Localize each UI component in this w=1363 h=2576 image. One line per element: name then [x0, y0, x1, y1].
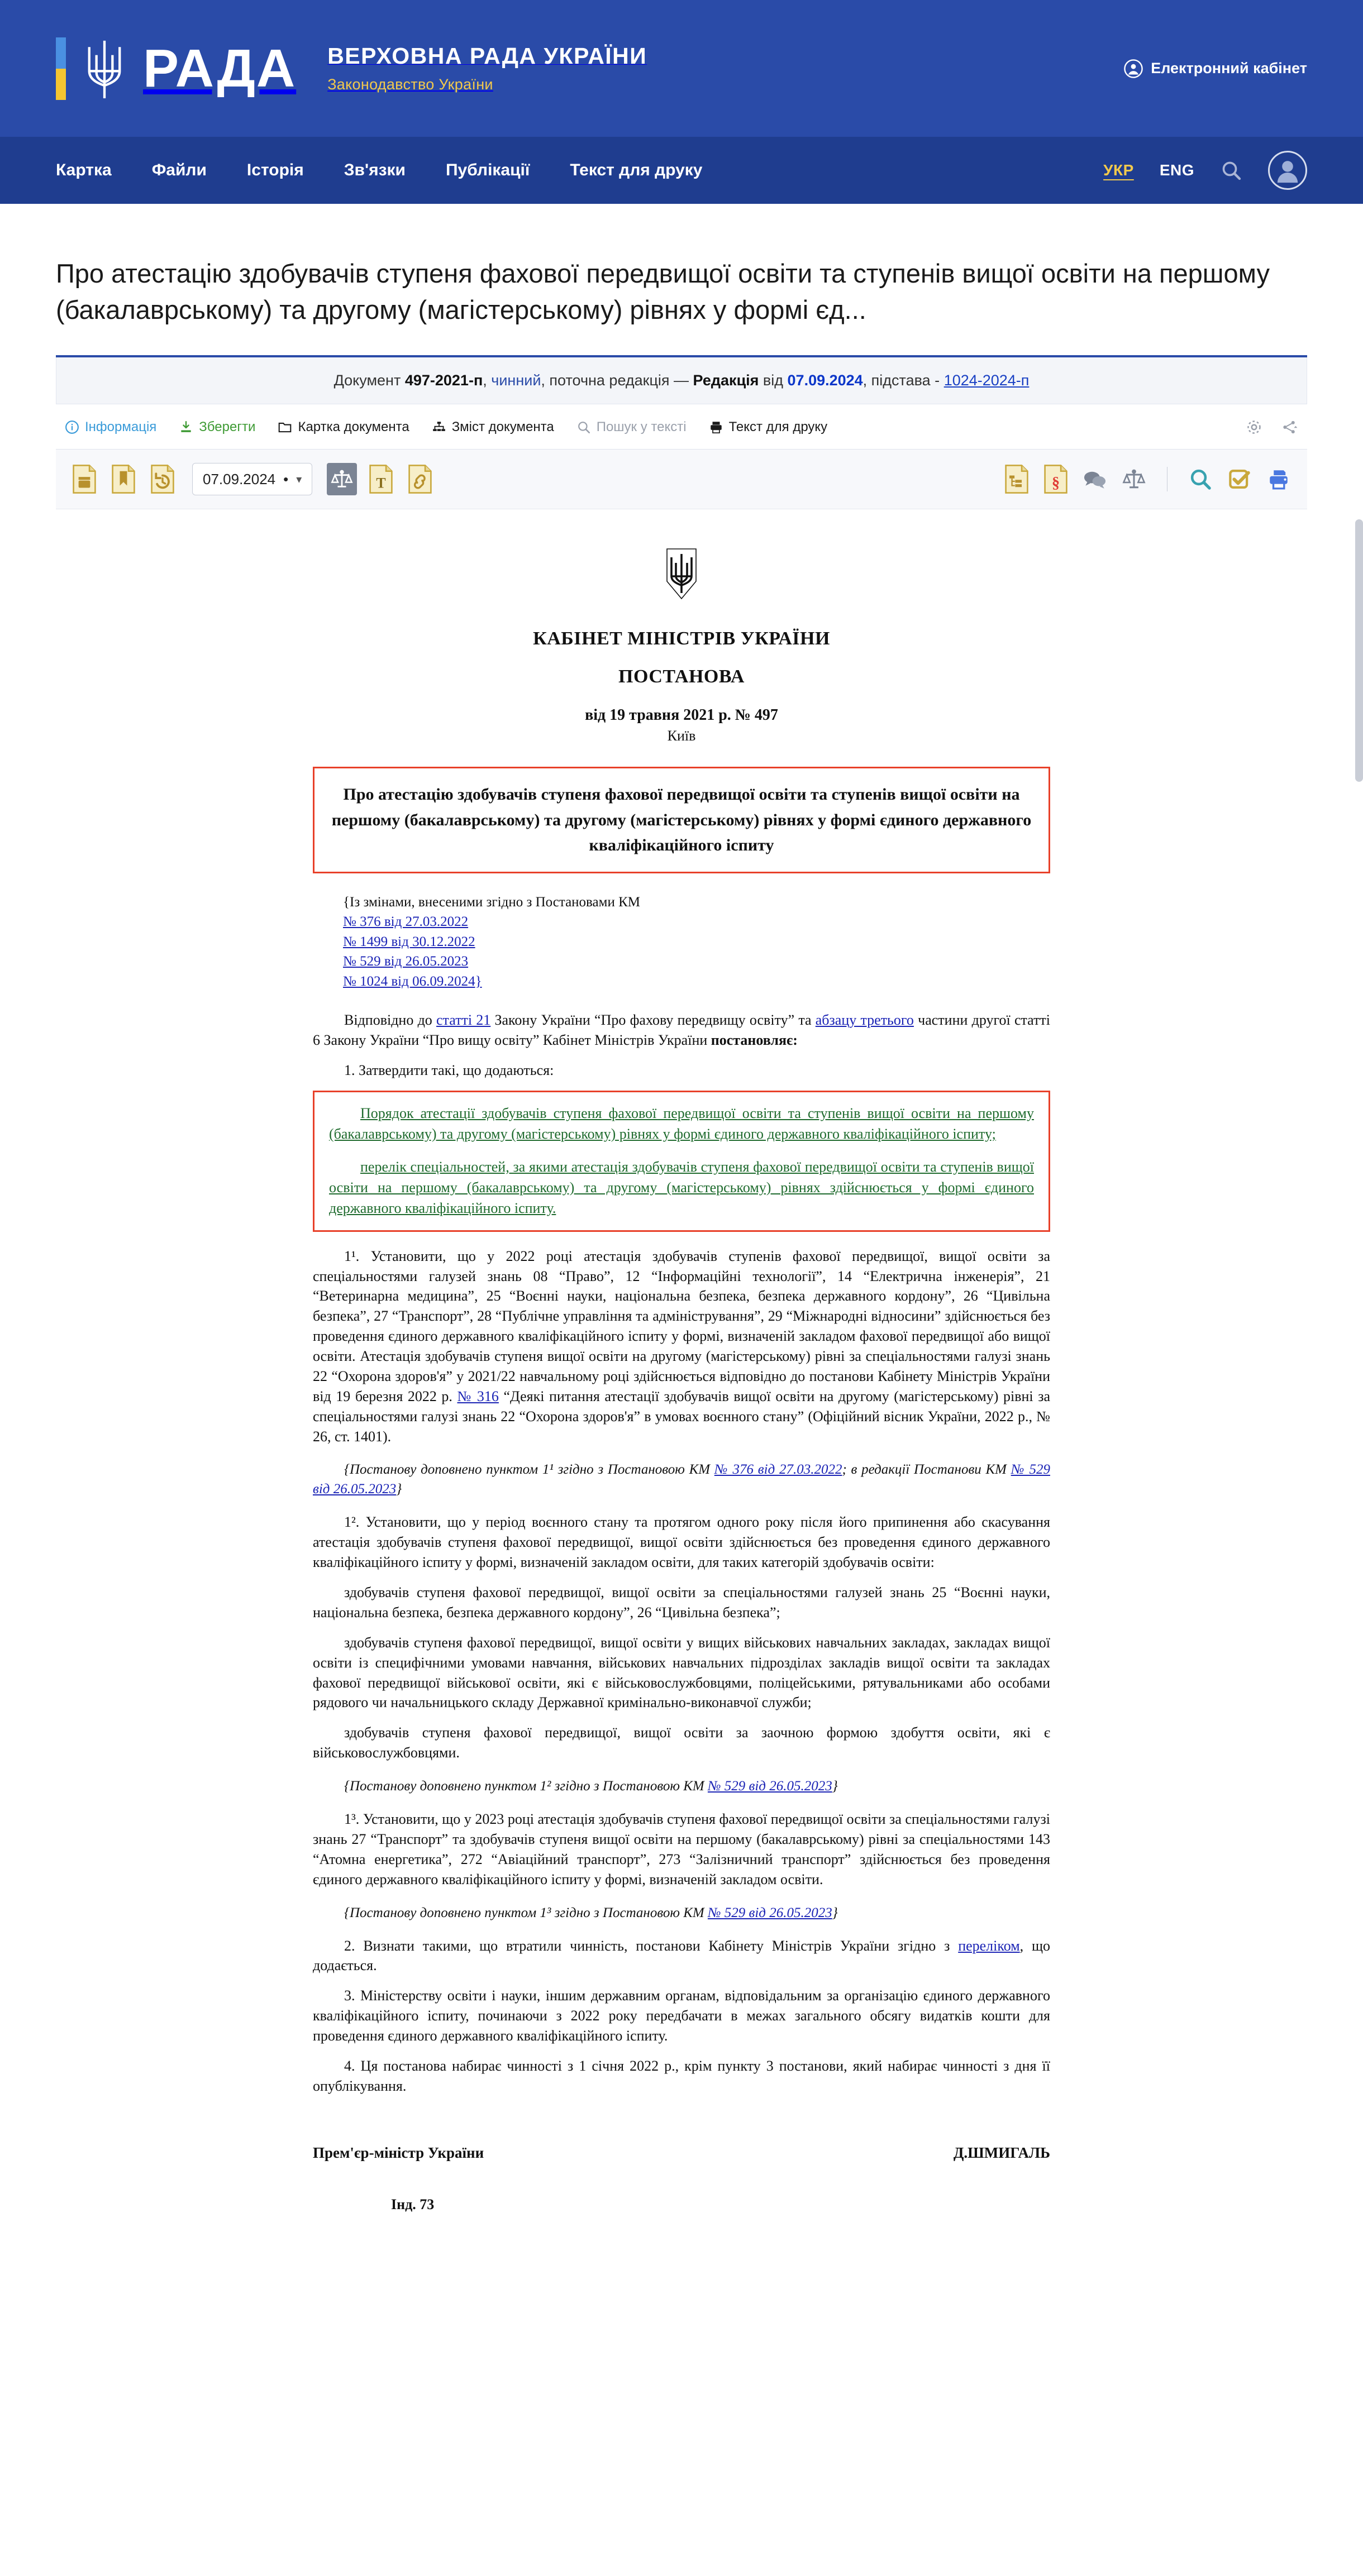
status-edition-date: 07.09.2024	[787, 372, 863, 389]
info-icon	[65, 420, 79, 434]
download-icon	[179, 420, 193, 434]
note-1-link-376[interactable]: № 376 від 27.03.2022	[714, 1462, 842, 1478]
paragraph-item-4: 4. Ця постанова набирає чинності з 1 січня 2022 р., крім пункту 3 постанови, який набирає чинності з дня її опублікування.	[313, 2057, 1050, 2094]
paragraph-1-2-b: здобувачів ступеня фахової передвищої, вищої освіти у вищих військових навчальних закладах, закладах вищої освіти із специфічними умовами навчання, військових навчальних підрозділах закладів вищої освіти та закладах фахової передвищої військової освіти, які є військовослужбовцями, поліцейськими, рятувальниками або особами рядового чи начальницького складу Державної кримінально-виконавчої служби;	[313, 1634, 1050, 1711]
highlighted-title-box	[313, 767, 1050, 873]
main-navigation	[0, 137, 1363, 204]
p-2-b: , що додається.	[313, 1937, 1050, 1974]
intro-postanovlyaye: постановляє:	[711, 1032, 798, 1049]
search-icon	[576, 420, 591, 434]
search-document-icon[interactable]	[1185, 463, 1216, 495]
intro-text-b: Закону України “Про фахову передвищу освіту” та	[490, 1012, 816, 1029]
note-1-a: {Постанову доповнено пунктом 1¹ згідно з Постановою КМ	[344, 1462, 714, 1478]
amendments-block	[343, 892, 1050, 992]
status-from: від	[759, 372, 788, 389]
electronic-cabinet-label: Електронний кабінет	[1151, 60, 1307, 77]
status-validity: чинний	[491, 372, 541, 389]
p-1-1-text-end: “Деякі питання атестації здобувачів вищої освіти на другому (магістерському) рівні за спеціальностями галузі знань 22 “Охорона здоров'я” в умовах воєнного стану” (Офіційний вісник України, 2022 р., № 26, ст. 1401).	[313, 1388, 1051, 1445]
page-title-section	[0, 204, 1363, 328]
amendment-link-376[interactable]: № 376 від 27.03.2022	[343, 914, 469, 930]
highlighted-links-box	[313, 1091, 1050, 1232]
brand-title: ВЕРХОВНА РАДА УКРАЇНИ	[327, 43, 647, 69]
amendments-intro: {Із змінами, внесеними згідно з Постановами КМ	[343, 894, 640, 910]
link-stattya-21[interactable]: статті 21	[436, 1012, 491, 1029]
document-date-number: від 19 травня 2021 р. № 497	[585, 706, 778, 724]
toolbar-right-group	[1002, 463, 1294, 495]
search-icon[interactable]	[1220, 159, 1242, 181]
p-2-a: 2. Визнати такими, що втратили чинність, постанови Кабінету Міністрів України згідно з	[344, 1937, 959, 1954]
nav-item-kartka[interactable]: Картка	[56, 161, 112, 179]
intro-text-a: Відповідно до	[344, 1012, 437, 1029]
print-icon[interactable]	[1264, 463, 1294, 495]
link-perelikom[interactable]: переліком	[958, 1937, 1020, 1954]
link-abzats-tretiy[interactable]: абзацу третього	[815, 1012, 914, 1029]
note-1-link-529[interactable]: № 529 від 26.05.2023	[313, 1462, 1050, 1497]
paragraph-item-3: 3. Міністерству освіти і науки, іншим державним органам, відповідальним за організацію єдиного державного кваліфікаційного іспиту, починаючи з 2022 року передбачати в межах загального обсягу видатків кошти для проведення єдиного державного кваліфікаційного іспиту.	[313, 1987, 1050, 2044]
nav-item-zvyazky[interactable]: Зв'язки	[344, 161, 406, 179]
search-in-text-label: Пошук у тексті	[596, 419, 687, 435]
document-card-label: Картка документа	[298, 419, 409, 435]
toolbar-left-group	[69, 463, 435, 495]
search-in-text-action[interactable]	[576, 419, 687, 435]
compare-revisions-icon[interactable]	[327, 463, 357, 495]
checkbox-valid-icon[interactable]	[1224, 463, 1255, 495]
status-doc-number: 497-2021-п	[404, 372, 483, 389]
link-postanova-316[interactable]: № 316	[457, 1388, 499, 1404]
print-text-label: Текст для друку	[728, 419, 828, 435]
note-1-b: ; в редакції Постанови КМ	[842, 1462, 1011, 1478]
comments-icon[interactable]	[1080, 463, 1110, 495]
p-1-1-text: 1¹. Установити, що у 2022 році атестація здобувачів ступенів фахової передвищої, вищої освіти за спеціальностями галузей знань 08 “Право”, 12 “Інформаційні технології”, 14 “Електрична інженерія”, 21 “Ветеринарна медицина”, 25 “Воєнні науки, національна безпека, безпека державного кордону”, 26 “Цивільна безпека”, 27 “Транспорт”, 28 “Публічне управління та адміністрування”, 29 “Міжнародні відносини” здійснюється без проведення єдиного державного кваліфікаційного іспиту у формі, визначеній закладом фахової передвищої або вищої освіти. Атестація здобувачів ступеня вищої освіти на другому (магістерському) рівні за спеціальностями галузі знань 22 “Охорона здоров'я” у 2021/22 навчальному році здійснюється відповідно до постанови Кабінету Міністрів України від 19 березня 2022 р.	[313, 1248, 1050, 1404]
amendment-link-1024[interactable]: № 1024 від 06.09.2024}	[343, 973, 482, 989]
print-text-action[interactable]	[709, 419, 828, 435]
note-2-b: }	[832, 1779, 838, 1794]
signature-row	[313, 2144, 1050, 2162]
tree-structure-icon	[432, 420, 446, 434]
nav-item-fayly[interactable]: Файли	[151, 161, 207, 179]
page-scrollbar[interactable]	[1355, 519, 1363, 782]
page-title: Про атестацію здобувачів ступеня фахової передвищої освіти та ступенів вищої освіти на першому (бакалаврському) та другому (магістерському) рівнях у формі єд...	[56, 259, 1270, 325]
status-basis-link[interactable]: 1024-2024-п	[943, 372, 1030, 389]
save-label: Зберегти	[199, 419, 256, 435]
info-label: Інформація	[85, 419, 157, 435]
note-3-link-529[interactable]: № 529 від 26.05.2023	[707, 1905, 832, 1920]
save-action[interactable]	[179, 419, 255, 435]
site-logo[interactable]	[56, 36, 647, 102]
note-2-a: {Постанову доповнено пунктом 1² згідно з Постановою КМ	[344, 1779, 708, 1794]
logo-wordmark: РАДА	[143, 38, 297, 98]
paragraph-item-1-3: 1³. Установити, що у 2023 році атестація здобувачів ступеня фахової передвищої освіти за спеціальностями галузі знань 27 “Транспорт” та здобувачів ступеня вищої освіти на першому (бакалаврському) рівні за спеціальностями 143 “Атомна енергетика”, 272 “Авіаційний транспорт”, 273 “Залізничний транспорт” здійснюється без проведення єдиного державного кваліфікаційного іспиту у формі, визначеній закладом освіти.	[313, 1811, 1050, 1887]
status-edition-label: Редакція	[693, 372, 759, 389]
nav-item-istoriya[interactable]: Історія	[246, 161, 304, 179]
avatar-user-icon	[1272, 155, 1303, 186]
share-icon[interactable]	[1281, 419, 1298, 436]
paragraph-document-icon[interactable]	[1041, 463, 1071, 495]
link-perelik-spetsialnostey[interactable]: перелік спеціальностей, за якими атестація здобувачів ступеня фахової передвищої освіти та ступенів вищої освіти на першому (бакалаврському) та другому (магістерському) рівнях здійснюється у формі єдиного державного кваліфікаційного іспиту.	[329, 1158, 1034, 1216]
paragraph-item-1-1	[313, 1246, 1050, 1447]
document-index: Інд. 73	[391, 2196, 435, 2212]
printer-icon	[709, 420, 723, 434]
document-city: Київ	[667, 728, 696, 744]
info-action[interactable]	[65, 419, 156, 435]
document-toolbar	[56, 450, 1307, 509]
signature-title: Прем'єр-міністр України	[313, 2144, 484, 2161]
ukraine-trident-emblem-icon	[665, 548, 698, 600]
document-action-bar	[56, 404, 1307, 450]
coat-of-arms	[313, 548, 1050, 603]
paragraph-item-1-2: 1². Установити, що у період воєнного стану та протягом одного року після його припинення або скасування атестація здобувачів ступеня фахової передвищої, вищої освіти здійснюється без проведення єдиного державного кваліфікаційного іспиту у формі, визначеній закладом освіти, для таких категорій здобувачів освіти:	[313, 1514, 1050, 1571]
revision-date-select[interactable]	[192, 463, 312, 495]
note-2-link-529[interactable]: № 529 від 26.05.2023	[707, 1779, 832, 1794]
paragraph-item-2	[313, 1936, 1050, 1976]
note-amendment-2	[313, 1776, 1050, 1796]
amendment-link-529[interactable]: № 529 від 26.05.2023	[343, 954, 469, 969]
signature-name: Д.ШМИГАЛЬ	[953, 2144, 1050, 2161]
electronic-cabinet-link[interactable]	[1124, 59, 1307, 78]
link-document-icon[interactable]	[405, 463, 435, 495]
svg-text:§: §	[1051, 474, 1060, 492]
flag-stripe-icon	[56, 37, 66, 100]
trident-icon	[80, 36, 128, 102]
issuing-body: КАБІНЕТ МІНІСТРІВ УКРАЇНИ	[533, 628, 830, 649]
paragraph-1-2-a: здобувачів ступеня фахової передвищої, вищої освіти за спеціальностями галузей знань 25 “Воєнні науки, національна безпека, безпека державного кордону”, 26 “Цивільна безпека”;	[313, 1584, 1050, 1621]
note-1-c: }	[396, 1481, 402, 1497]
document-type: ПОСТАНОВА	[618, 666, 745, 687]
status-prefix: Документ	[333, 372, 405, 389]
nav-item-publikatsii[interactable]: Публікації	[445, 161, 530, 179]
revision-date-value: 07.09.2024	[203, 470, 276, 488]
site-header	[0, 0, 1363, 137]
note-3-a: {Постанову доповнено пунктом 1³ згідно з Постановою КМ	[344, 1905, 708, 1920]
folder-icon	[278, 420, 292, 434]
structure-document-icon[interactable]	[1002, 463, 1032, 495]
document-contents-action[interactable]	[432, 419, 554, 435]
note-amendment-3	[313, 1903, 1050, 1923]
revision-date-marker: •	[283, 470, 289, 488]
intro-text-c: частини другої статті 6 Закону України “Про вищу освіту” Кабінет Міністрів України	[313, 1012, 1050, 1049]
user-circle-icon	[1124, 59, 1143, 78]
history-document-icon[interactable]	[147, 463, 178, 495]
paragraph-item-1: 1. Затвердити такі, що додаються:	[344, 1062, 554, 1079]
document-contents-label: Зміст документа	[451, 419, 554, 435]
note-amendment-1	[313, 1460, 1050, 1499]
status-mid: , поточна редакція —	[541, 372, 693, 389]
nav-items	[56, 161, 722, 180]
archive-document-icon[interactable]	[69, 463, 99, 495]
document-card-action[interactable]	[278, 419, 409, 435]
scales-justice-icon[interactable]	[1119, 463, 1149, 495]
nav-item-tekst-dlya-druku[interactable]: Текст для друку	[570, 161, 703, 179]
lang-ukr-link[interactable]: УКР	[1103, 161, 1134, 179]
settings-gear-icon[interactable]	[1246, 419, 1262, 436]
text-format-icon[interactable]	[366, 463, 396, 495]
paragraph-intro	[313, 1010, 1050, 1050]
chevron-down-icon: ▾	[296, 473, 302, 486]
status-comma: ,	[483, 372, 492, 389]
status-basis-label: , підстава -	[862, 372, 944, 389]
avatar[interactable]	[1268, 151, 1307, 190]
paragraph-1-2-c: здобувачів ступеня фахової передвищої, вищої освіти за заочною формою здобуття освіти, які є військовослужбовцями.	[313, 1724, 1050, 1761]
lang-eng-link[interactable]: ENG	[1159, 161, 1194, 179]
note-3-b: }	[832, 1905, 838, 1920]
brand-subtitle: Законодавство України	[327, 75, 493, 93]
document-heading: Про атестацію здобувачів ступеня фахової передвищої освіти та ступенів вищої освіти на першому (бакалаврському) та другому (магістерському) рівнях у формі єдиного державного кваліфікаційного іспиту	[331, 785, 1032, 855]
svg-text:T: T	[376, 475, 386, 491]
amendment-link-1499[interactable]: № 1499 від 30.12.2022	[343, 934, 475, 949]
link-poryadok-atestatsii[interactable]: Порядок атестації здобувачів ступеня фахової передвищої освіти та ступенів вищої освіти на першому (бакалаврському) та другому (магістерському) рівнях у формі єдиного державного кваліфікаційного іспиту;	[329, 1105, 1034, 1143]
document-body	[0, 509, 1363, 2263]
bookmark-document-icon[interactable]	[108, 463, 139, 495]
document-status-bar	[56, 357, 1307, 404]
